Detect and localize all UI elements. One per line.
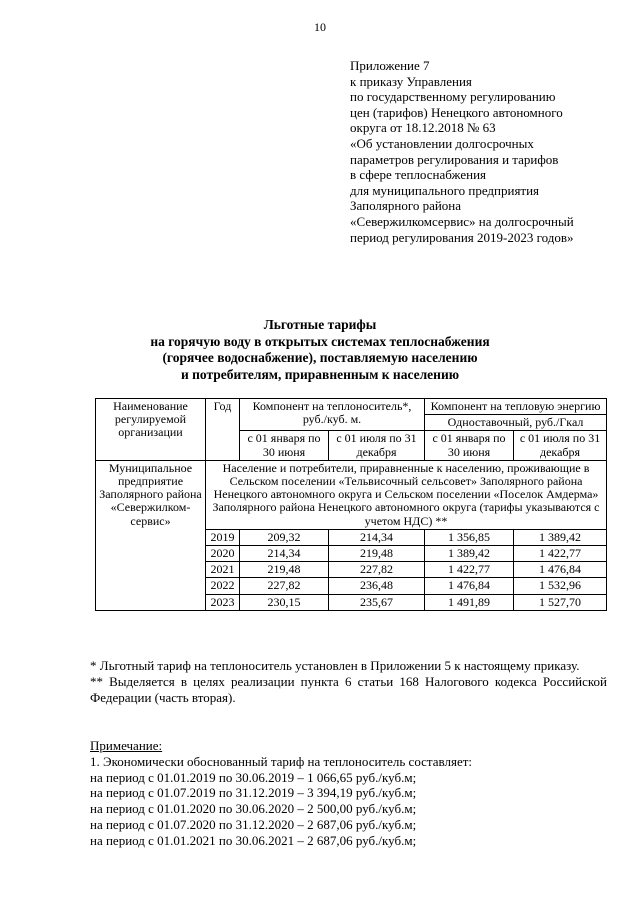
cell-energy-h2: 1 527,70 (514, 594, 607, 610)
organization-name: Муниципальное предприятие Заполярного района «Севержилком-сервис» (96, 460, 206, 610)
table-group-row (96, 460, 607, 529)
cell-carrier-h1: 209,32 (240, 529, 329, 545)
cell-year: 2019 (206, 529, 240, 545)
appendix-line: к приказу Управления (350, 73, 472, 89)
header-single-rate: Одноставочный, руб./Гкал (425, 415, 607, 431)
title-line: (горячее водоснабжение), поставляемую населению (162, 350, 478, 365)
cell-carrier-h1: 214,34 (240, 546, 329, 562)
cell-energy-h1: 1 491,89 (425, 594, 514, 610)
appendix-line: округа от 18.12.2018 № 63 (350, 120, 496, 136)
appendix-line: Приложение 7 (350, 58, 430, 73)
header-period-1: с 01 января по 30 июня (240, 431, 329, 460)
table-header-row (96, 399, 607, 415)
cell-energy-h1: 1 356,85 (425, 529, 514, 545)
title-line: Льготные тарифы (263, 317, 377, 332)
title-line: на горячую воду в открытых системах теплоснабжения (150, 333, 490, 349)
header-period-3: с 01 января по 30 июня (425, 431, 514, 460)
tariff-table (95, 398, 607, 611)
note-item: 1. Экономически обоснованный тариф на теплоноситель составляет: (90, 753, 473, 769)
appendix-line: цен (тарифов) Ненецкого автономного (350, 104, 563, 120)
header-carrier-component: Компонент на теплоноситель*, руб./куб. м. (240, 399, 425, 431)
cell-year: 2021 (206, 562, 240, 578)
cell-carrier-h2: 235,67 (329, 594, 425, 610)
title-line: и потребителям, приравненным к населению (180, 366, 460, 382)
footnote-carrier: * Льготный тариф на теплоноситель установлен в Приложении 5 к настоящему приказу. (90, 658, 580, 673)
cell-energy-h1: 1 389,42 (425, 546, 514, 562)
cell-energy-h2: 1 532,96 (514, 578, 607, 594)
header-year: Год (206, 399, 240, 461)
header-org-name: Наименование регулируемой организации (96, 399, 206, 461)
cell-energy-h2: 1 476,84 (514, 562, 607, 578)
document-title (0, 317, 640, 383)
cell-carrier-h1: 227,82 (240, 578, 329, 594)
cell-energy-h2: 1 389,42 (514, 529, 607, 545)
appendix-line: в сфере теплоснабжения (350, 167, 487, 183)
appendix-line: по государственному регулированию (350, 89, 556, 105)
cell-year: 2023 (206, 594, 240, 610)
footnote-vat: ** Выделяется в целях реализации пункта 6 статьи 168 Налогового кодекса Российской Федерации (часть вторая). (90, 674, 607, 705)
cell-carrier-h2: 219,48 (329, 546, 425, 562)
appendix-line: «Севержилкомсервис» на долгосрочный (350, 213, 574, 229)
header-period-4: с 01 июля по 31 декабря (514, 431, 607, 460)
cell-energy-h1: 1 422,77 (425, 562, 514, 578)
cell-year: 2022 (206, 578, 240, 594)
cell-year: 2020 (206, 546, 240, 562)
note-heading: Примечание: (90, 738, 163, 753)
note-period: на период с 01.01.2020 по 30.06.2020 – 2 500,00 руб./куб.м; (90, 801, 417, 817)
note-period: на период с 01.07.2020 по 31.12.2020 – 2 687,06 руб./куб.м; (90, 816, 417, 832)
note-period: на период с 01.01.2019 по 30.06.2019 – 1 066,65 руб./куб.м; (90, 769, 417, 785)
appendix-line: период регулирования 2019-2023 годов» (350, 229, 574, 245)
cell-carrier-h1: 219,48 (240, 562, 329, 578)
note-period: на период с 01.01.2021 по 30.06.2021 – 2 687,06 руб./куб.м; (90, 832, 417, 848)
footnotes (90, 658, 607, 706)
consumer-group-label: Население и потребители, приравненные к населению, проживающие в Сельском поселении «Тельвисочный сельсовет» Заполярного района Ненецкого автономного округа и Сельском поселении «Поселок Амдерма» Заполярного района Ненецкого автономного округа (тарифы указываются с учетом НДС) ** (206, 460, 607, 529)
appendix-line: параметров регулирования и тарифов (350, 151, 559, 167)
cell-carrier-h2: 227,82 (329, 562, 425, 578)
appendix-line: для муниципального предприятия (350, 182, 540, 198)
appendix-line: «Об установлении долгосрочных (350, 135, 534, 151)
page-number: 10 (314, 20, 326, 34)
cell-carrier-h1: 230,15 (240, 594, 329, 610)
cell-carrier-h2: 236,48 (329, 578, 425, 594)
header-energy-component: Компонент на тепловую энергию (425, 399, 607, 415)
note-period: на период с 01.07.2019 по 31.12.2019 – 3 394,19 руб./куб.м; (90, 785, 417, 801)
cell-energy-h2: 1 422,77 (514, 546, 607, 562)
cell-energy-h1: 1 476,84 (425, 578, 514, 594)
note-section (90, 738, 607, 849)
cell-carrier-h2: 214,34 (329, 529, 425, 545)
appendix-header (350, 58, 610, 245)
header-period-2: с 01 июля по 31 декабря (329, 431, 425, 460)
appendix-line: Заполярного района (350, 198, 462, 214)
